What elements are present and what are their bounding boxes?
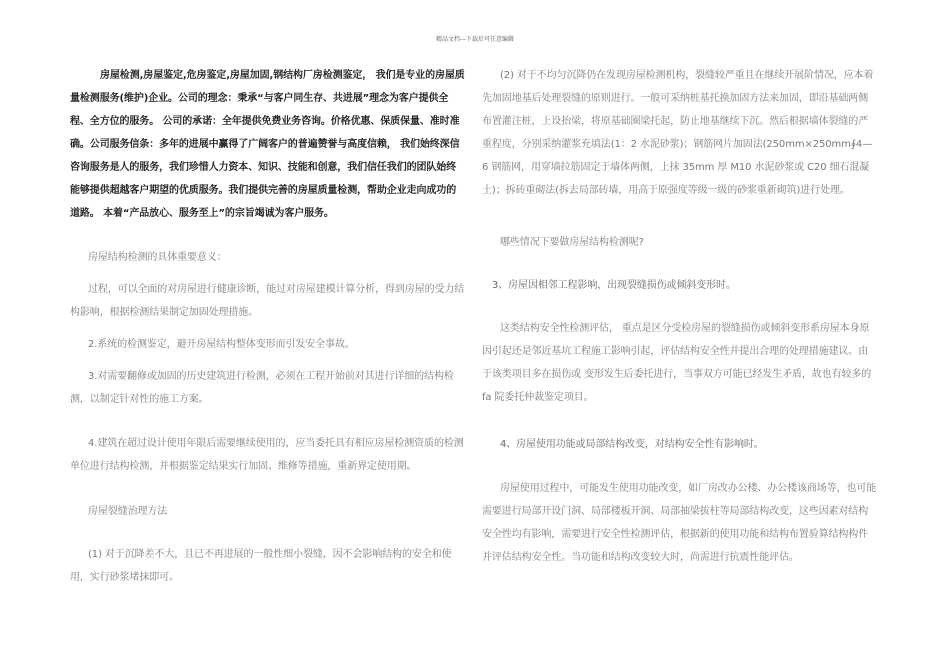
- case-3-paragraph: 这类结构安全性检测评估， 重点是区分受检房屋的裂缝损伤或倾斜变形系房屋本身原因引起还是邻近基坑工程施工影响引起，评估结构安全性并提出合理的处理措施建议。由于该类项目多在损伤或 变形发生后委托进行，当事双方可能已经发生矛盾，故也有较多的 fa 院委托仲裁鉴定项目。: [482, 323, 872, 403]
- case-3-heading: 3、房屋因相邻工程影响，出现裂缝损伤或倾斜变形时。: [492, 280, 736, 291]
- significance-item-2: 2.系统的检测鉴定，避开房屋结构整体变形而引发安全事故。: [88, 339, 355, 350]
- significance-item-3: 3.对需要翻修或加固的历史建筑进行检测，必须在工程开始前对其进行详细的结构检测，以制定针对性的施工方案。: [70, 371, 454, 405]
- significance-item-1: 过程，可以全面的对房屋进行健康诊断，能过对房屋建模计算分析，得到房屋的受力结构影响，根据检测结果制定加固处理措施。: [70, 284, 465, 318]
- significance-heading: 房屋结构检测的具体重要意义：: [88, 252, 227, 263]
- when-to-test-heading: 哪些情况下要做房屋结构检测呢?: [500, 237, 644, 248]
- page-header: 精品文档---下载后可任意编辑: [435, 36, 515, 43]
- crack-method-1: (1) 对于沉降差不大，且已不再进展的一般性细小裂缝，因不会影响结构的安全和使用，实行砂浆堵抹即可。: [70, 549, 452, 583]
- case-4-paragraph: 房屋使用过程中，可能发生使用功能改变，如厂房改办公楼、办公楼该商场等，也可能需要进行局部开设门洞、局部楼板开洞、局部抽梁拔柱等局部结构改变，这些因素对结构安全性均有影响，需要进行安全性检测评估，根据新的使用功能和结构布置验算结构构件并评估结构安全性。当功能和结构改变较大时，尚需进行抗震性能评估。: [482, 483, 877, 563]
- crack-method-2: (2) 对于不均匀沉降仍在发现房屋检测机构，裂缝较严重且在继续开展阶情况，应本着先加固地基后处理裂缝的原则进行。一般可采纳桩基托换加固方法来加固，即沿基础两侧布置灌注桩，上设抬梁，将原基础圈梁托起，防止地基继续下沉。然后根据墙体裂缝的严重程度，分别采纳灌浆充填法(1：2 水泥砂浆)；钢筋网片加固法(250mm×250mm∮4—6 钢筋网，用穿墙拉筋固定于墙体两侧，上抹 35mm 厚 M10 水泥砂浆或 C20 细石混凝土)；拆砖重砌法(拆去局部砖墙，用高于原强度等级一级的砂浆重新砌筑)进行处理。: [482, 70, 874, 196]
- case-4-heading: 4、房屋使用功能或局部结构改变，对结构安全性有影响时。: [500, 439, 764, 450]
- intro-paragraph: 房屋检测,房屋鉴定,危房鉴定,房屋加固,钢结构厂房检测鉴定， 我们是专业的房屋质量检测服务(维护)企业。公司的理念：秉承“与客户同生存、共进展”理念为客户提供全程、全方位的服务。 公司的承诺：全年提供免费业务咨询。价格优惠、保质保量、准时准确。公司服务信条：多年的进展中赢得了广阔客户的普遍赞誉与高度信赖， 我们始终深信咨询服务是人的服务，我们珍惜人力资本、知识、技能和创意，我们信任我们的团队始终能够提供超越客户期望的优质服务。我们提供完善的房屋质量检测，帮助企业走向成功的道路。 本着“产品放心、服务至上”的宗旨竭诚为客户服务。: [70, 70, 465, 219]
- significance-item-4: 4.建筑在超过设计使用年限后需要继续使用的，应当委托具有相应房屋检测资质的检测单位进行结构检测，并根据鉴定结果实行加固、维修等措施，重新界定使用期。: [70, 438, 464, 472]
- crack-method-heading: 房屋裂缝治理方法: [88, 506, 168, 517]
